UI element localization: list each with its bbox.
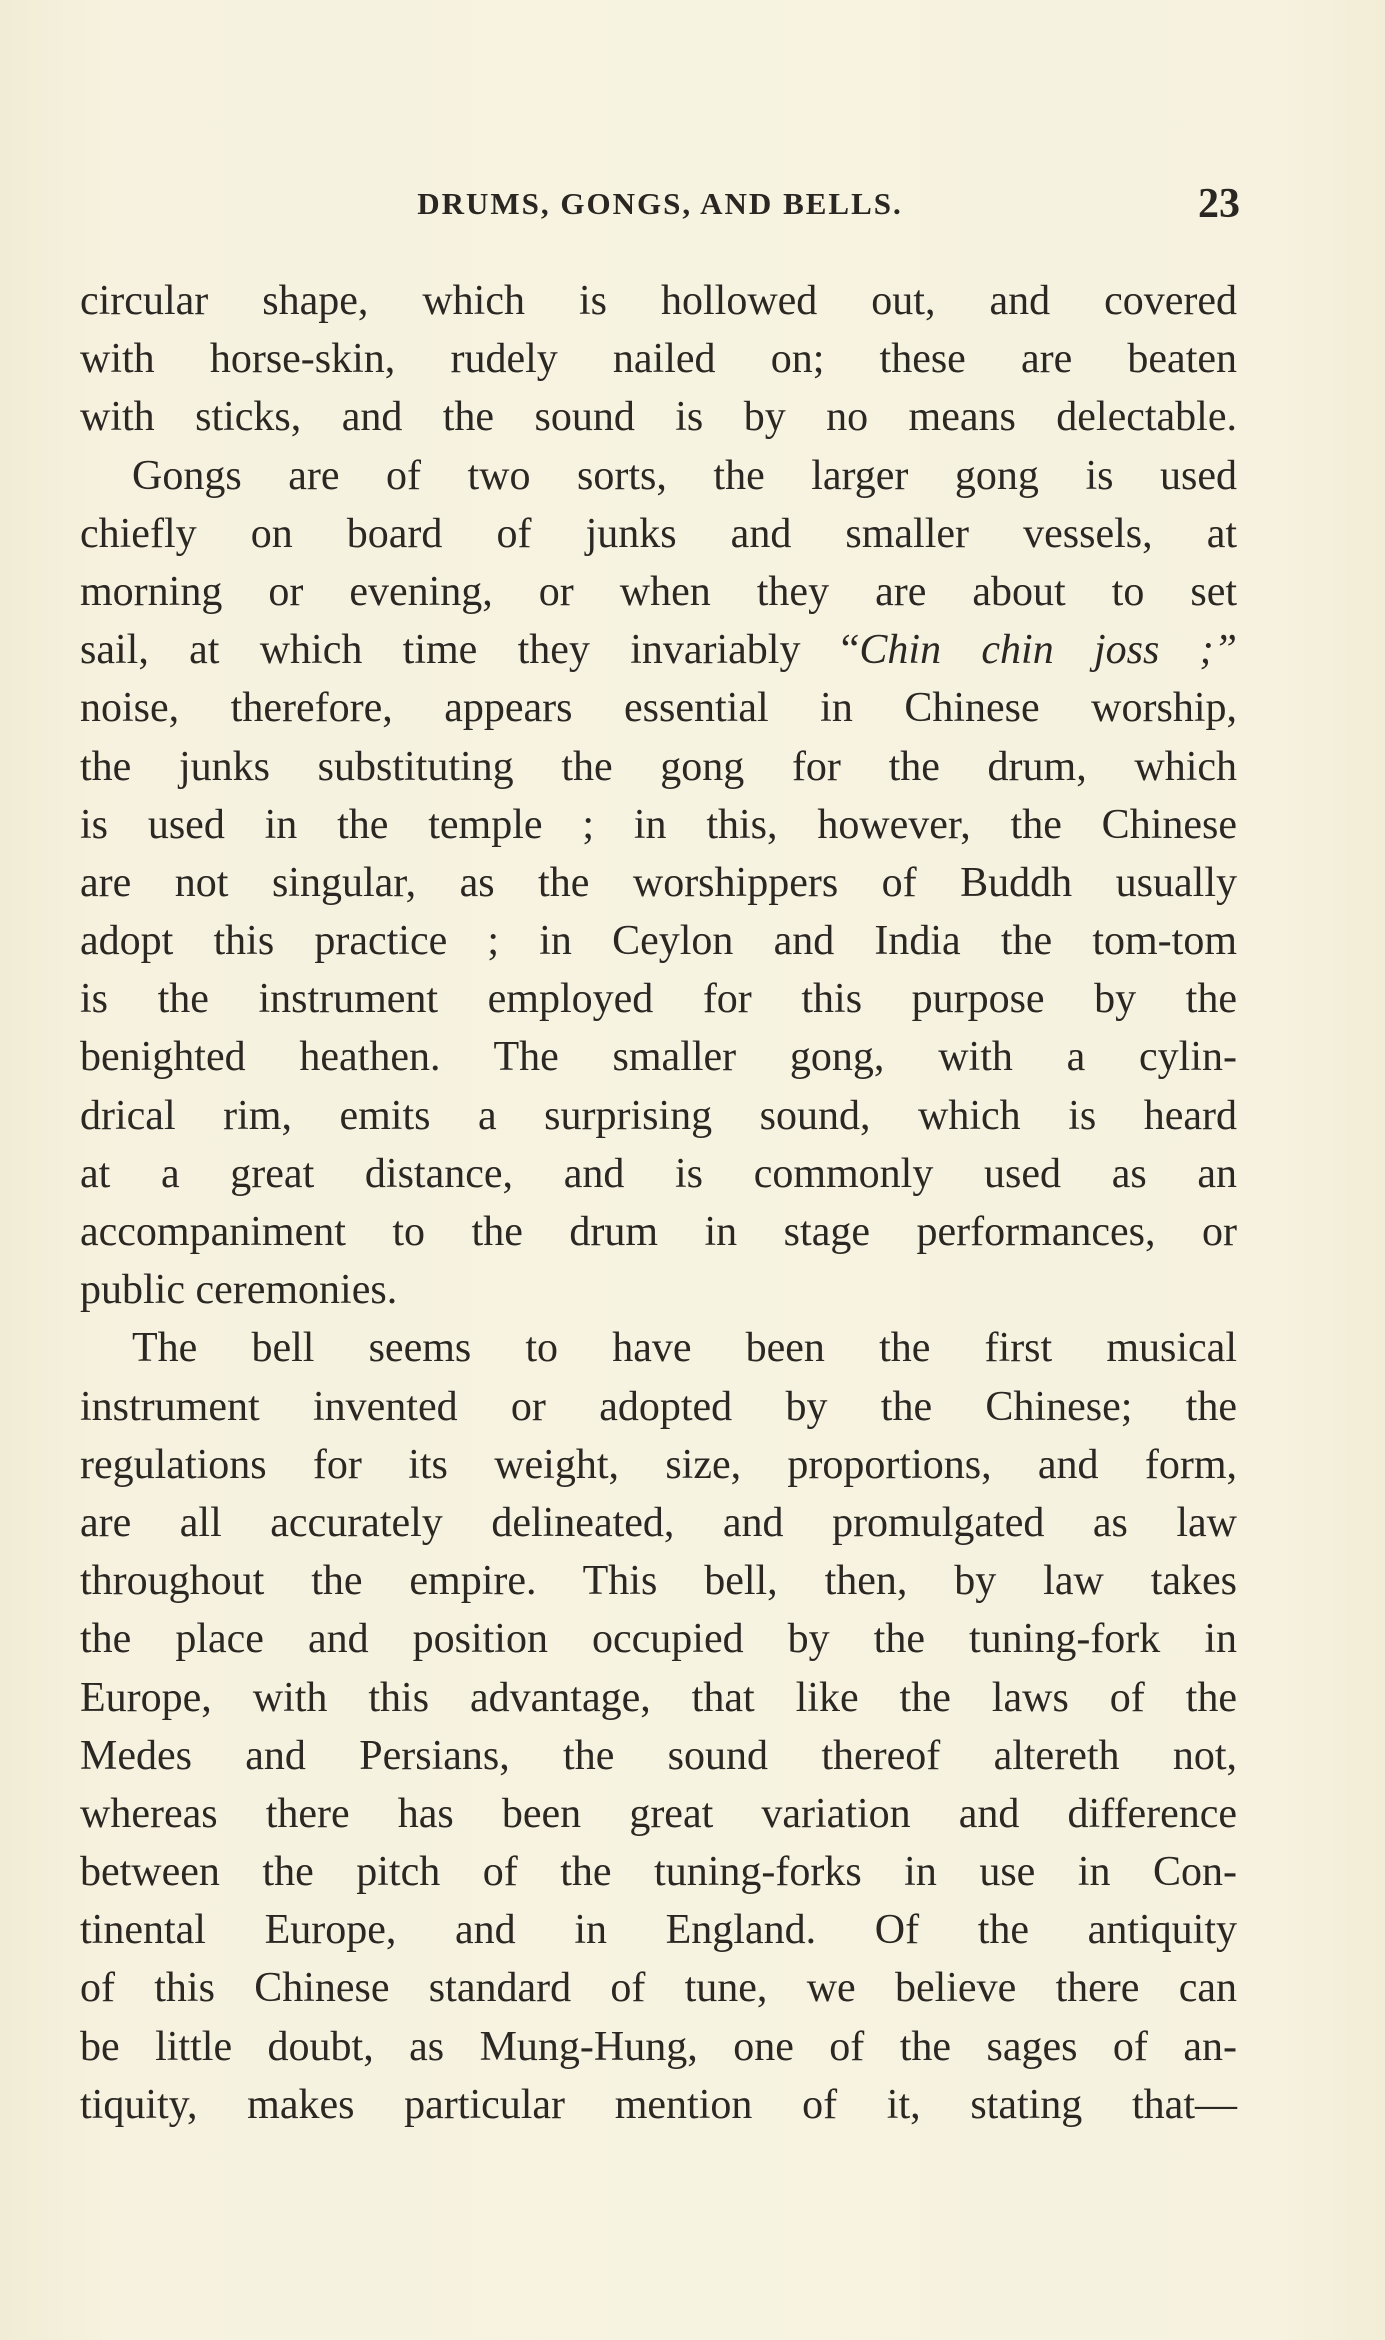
text-line: noise, therefore, appears essential in Chinese worship, <box>80 685 1237 732</box>
text-line: benighted heathen. The smaller gong, with a cylin- <box>80 1034 1237 1081</box>
page-number: 23 <box>1198 181 1240 227</box>
text-line: is used in the temple ; in this, however, the Chinese <box>80 801 1237 848</box>
text-line: circular shape, which is hollowed out, and covered <box>80 278 1237 324</box>
text-line: of this Chinese standard of tune, we believe there can <box>80 1965 1237 2012</box>
text-line: is the instrument employed for this purpose by the <box>80 976 1237 1023</box>
text-line: the place and position occupied by the tuning-fork in <box>80 1616 1237 1663</box>
text-line: at a great distance, and is commonly used as an <box>80 1150 1237 1197</box>
page-header <box>80 180 1240 240</box>
text-line: are all accurately delineated, and promulgated as law <box>80 1499 1237 1546</box>
text-line: morning or evening, or when they are about to set <box>80 568 1237 615</box>
text-line: chiefly on board of junks and smaller vessels, at <box>80 510 1237 557</box>
text-line: tiquity, makes particular mention of it, stating that— <box>80 2081 1237 2128</box>
body-text <box>80 272 1237 2134</box>
text-line: throughout the empire. This bell, then, by law takes <box>80 1558 1237 1605</box>
text-line: regulations for its weight, size, proportions, and form, <box>80 1441 1237 1488</box>
text-line: between the pitch of the tuning-forks in use in Con- <box>80 1849 1237 1896</box>
running-head: DRUMS, GONGS, AND BELLS. <box>417 186 903 221</box>
text-line: tinental Europe, and in England. Of the antiquity <box>80 1907 1237 1954</box>
text-line: instrument invented or adopted by the Chinese; the <box>80 1383 1237 1430</box>
text-line: be little doubt, as Mung-Hung, one of the sages of an- <box>80 2023 1237 2070</box>
text-line: whereas there has been great variation and difference <box>80 1790 1237 1837</box>
italic-phrase: Chin chin joss ;” <box>859 627 1237 674</box>
paragraph-start-line: Gongs are of two sorts, the larger gong is used <box>132 452 1237 499</box>
text-line: with horse-skin, rudely nailed on; these are beaten <box>80 336 1237 383</box>
text-line: with sticks, and the sound is by no means delectable. <box>80 394 1237 441</box>
paragraph-end-line: public ceremonies. <box>80 1267 398 1314</box>
text-line: drical rim, emits a surprising sound, which is heard <box>80 1092 1237 1139</box>
text-line: accompaniment to the drum in stage performances, or <box>80 1209 1237 1255</box>
text-line: the junks substituting the gong for the drum, which <box>80 743 1237 790</box>
text-line: adopt this practice ; in Ceylon and India the tom-tom <box>80 918 1237 965</box>
text-line: Europe, with this advantage, that like the laws of the <box>80 1674 1237 1721</box>
text-line: Medes and Persians, the sound thereof altereth not, <box>80 1732 1237 1779</box>
text-line-with-italic <box>80 621 1237 679</box>
text-line: are not singular, as the worshippers of Buddh usually <box>80 859 1237 906</box>
text-fragment: sail, at which time they invariably “ <box>80 627 860 674</box>
paragraph-start-line: The bell seems to have been the first musical <box>132 1325 1237 1372</box>
